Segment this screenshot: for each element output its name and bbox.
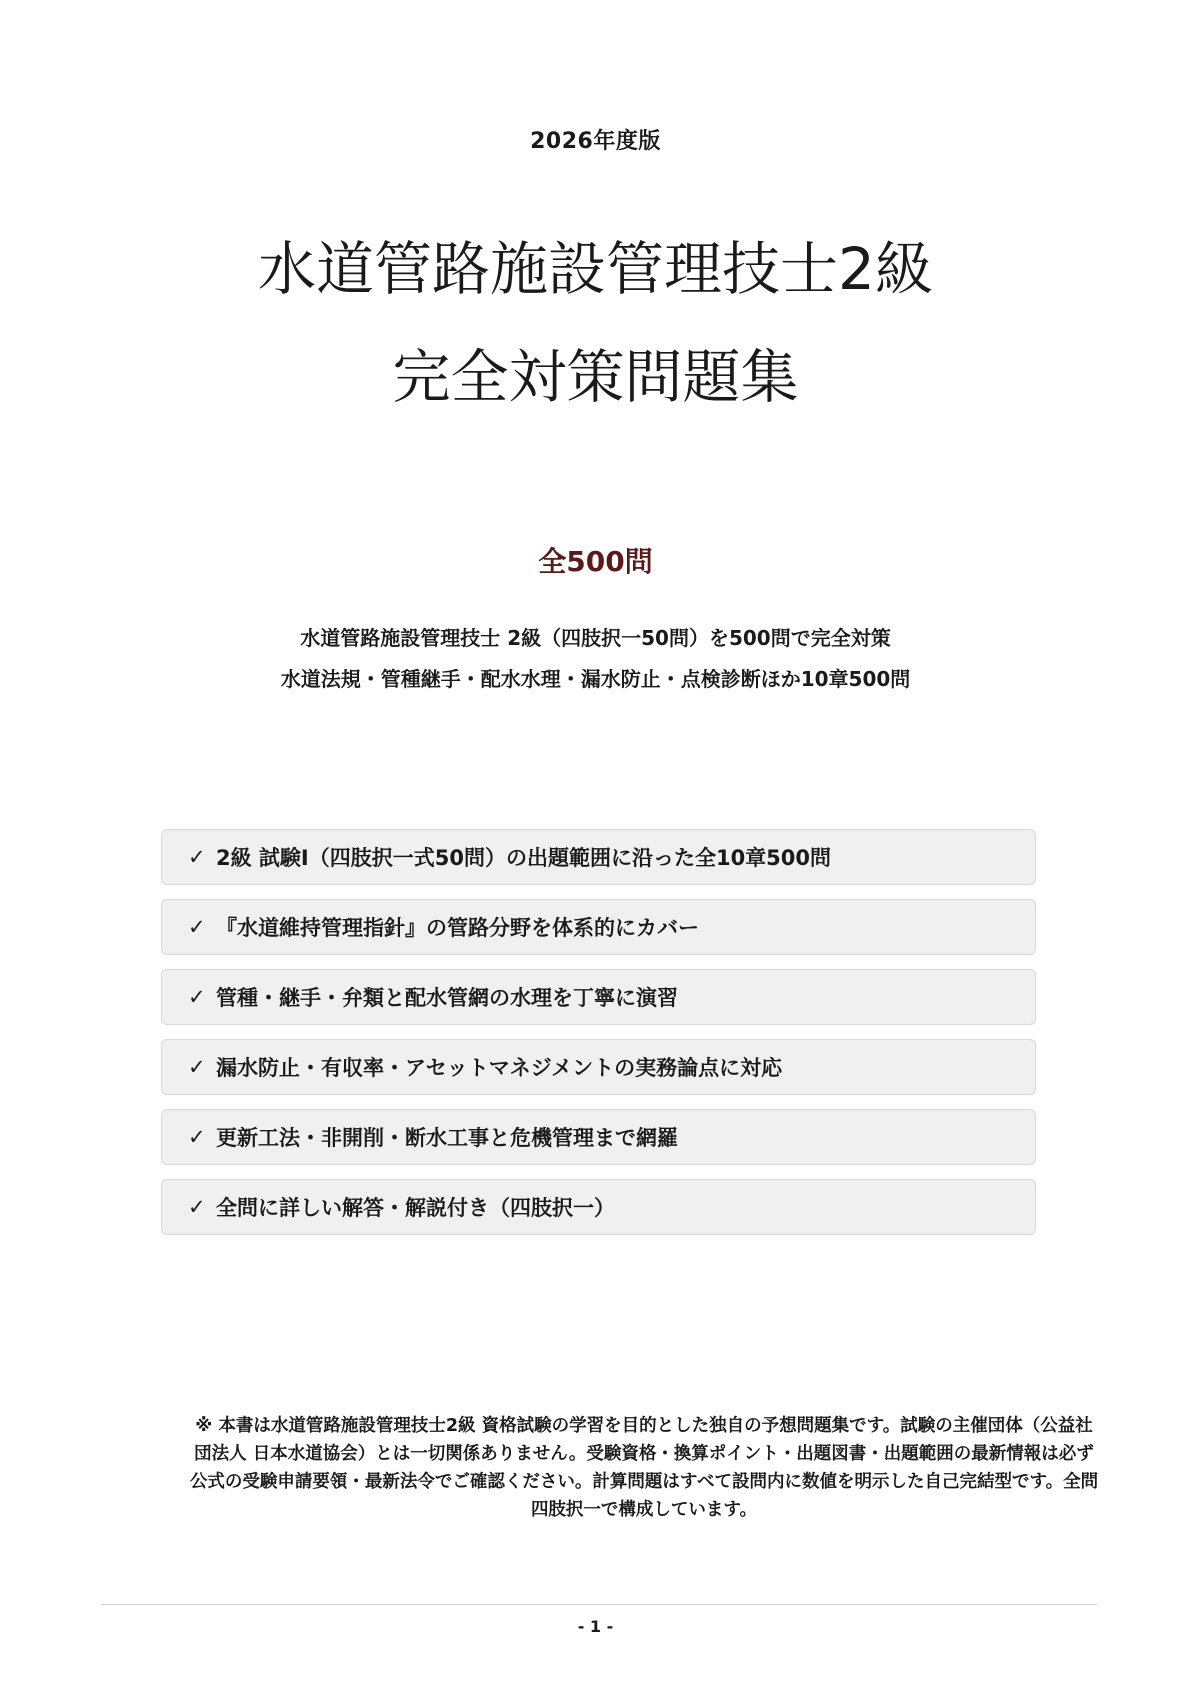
feature-item — [161, 969, 1036, 1025]
feature-item — [161, 1179, 1036, 1235]
disclaimer-note: ※ 本書は水道管路施設管理技士2級 資格試験の学習を目的とした独自の予想問題集です。試験の主催団体（公益社団法人 日本水道協会）とは一切関係ありません。受験資格・換算ポイント・出題図書・出題範囲の最新情報は必ず公式の受験申請要領・最新法令でご確認ください。計算問題はすべて設問内に数値を明示した自己完結型です。全問四肢択一で構成しています。 — [189, 1416, 1099, 1520]
check-icon: ✓ — [188, 985, 206, 1009]
feature-text: 管種・継手・弁類と配水管網の水理を丁寧に演習 — [216, 986, 678, 1010]
edition-label: 2026年度版 — [530, 129, 661, 154]
subtitle-line-2: 水道法規・管種継手・配水水理・漏水防止・点検診断ほか10章500問 — [280, 667, 911, 691]
check-icon: ✓ — [188, 845, 206, 869]
subtitle-line-1: 水道管路施設管理技士 2級（四肢択一50問）を500問で完全対策 — [300, 626, 891, 650]
feature-item — [161, 829, 1036, 885]
feature-item — [161, 1109, 1036, 1165]
question-count: 全500問 — [538, 545, 653, 578]
feature-text: 漏水防止・有収率・アセットマネジメントの実務論点に対応 — [216, 1056, 783, 1080]
feature-list — [161, 829, 1036, 1249]
feature-text: 『水道維持管理指針』の管路分野を体系的にカバー — [216, 916, 699, 940]
feature-text: 更新工法・非開削・断水工事と危機管理まで網羅 — [216, 1126, 678, 1150]
check-icon: ✓ — [188, 915, 206, 939]
feature-text: 全問に詳しい解答・解説付き（四肢択一） — [216, 1196, 615, 1220]
book-title-line-1: 水道管路施設管理技士2級 — [258, 235, 933, 303]
check-icon: ✓ — [188, 1195, 206, 1219]
footer-divider — [101, 1604, 1097, 1605]
feature-item — [161, 899, 1036, 955]
check-icon: ✓ — [188, 1125, 206, 1149]
check-icon: ✓ — [188, 1055, 206, 1079]
page-number: - 1 - — [577, 1617, 614, 1636]
feature-text: 2級 試験Ⅰ（四肢択一式50問）の出題範囲に沿った全10章500問 — [216, 846, 832, 870]
book-title-line-2: 完全対策問題集 — [392, 343, 799, 411]
feature-item — [161, 1039, 1036, 1095]
